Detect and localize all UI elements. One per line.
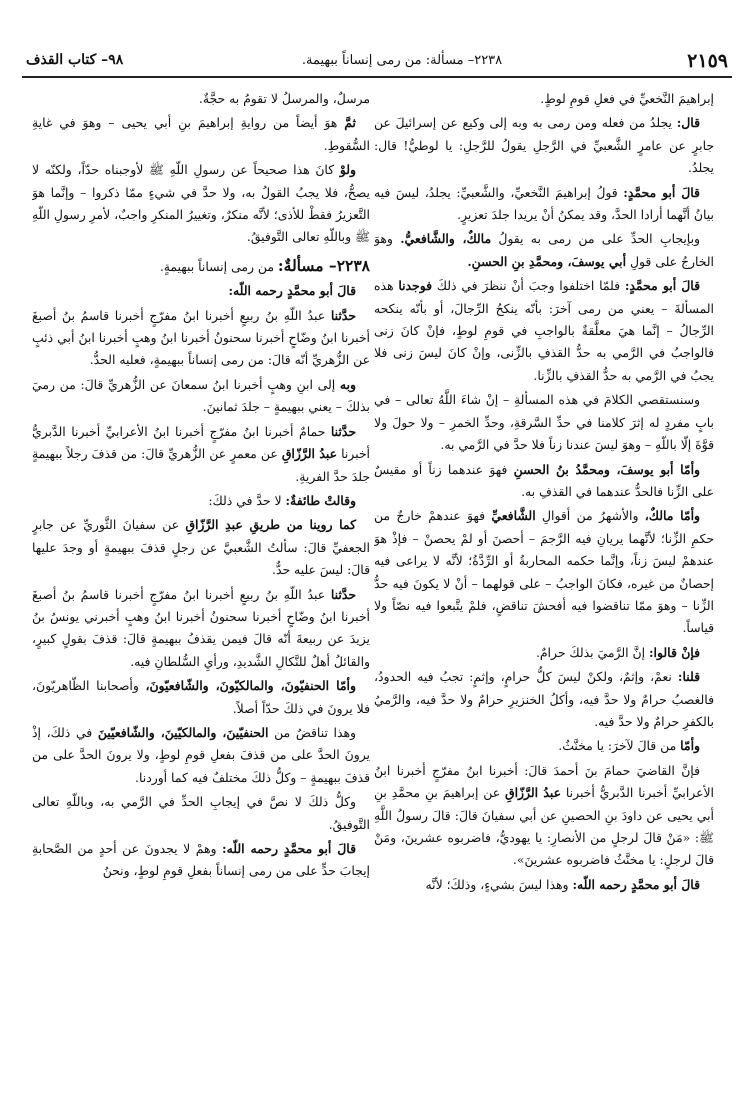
paragraph: فإنَّ القاضيَ حمامَ بنَ أحمدَ قالَ: أخبرنا ابنُ مفرّجٍ أخبرنا ابنُ الأعرابيِّ أخبرنا الدَّبريُّ أخبرنا عبدُ الرَّزّاقِ عن إبراهيمَ بنِ محمَّدِ بنِ أبي يحيى عن داودَ بنِ الحصينِ عن أبي سفيانَ قالَ: قالَ رسولُ اللَّهِ ﷺ: «مَنْ قالَ لرجلٍ من الأنصارِ: يا يهوديُّ، فاضربوه عشرينَ، ومَنْ قالَ لرجلٍ: يا مخنَّثُ فاضربوه عشرينَ». [374,762,714,868]
paragraph: وأمّا مالكٌ، والأشهرُ من أقوالِ الشَّافعيِّ فهوَ عندهمْ خارجٌ من حكمِ الزِّنا؛ لأنَّهما يريانِ فيه الرَّجمَ – أحصنَ أو لمْ يحصنْ – فإذْ هوَ عندهمْ ليسَ زناً، وإنَّما حكمه المحاربةُ أو الرِّدَّةُ؛ لأنَّه لا يراعى فيه إحصانٌ من غيره، فكانَ الواجبُ – على قولهما – أنْ لا يكونَ فيه حدُّ الزِّنا – وهوَ ممّا تناقضوا فيه أفحشَ تناقضٍ، فلمْ يتَّبعوا فيه نصّاً ولا قياساً. [374,508,714,636]
paragraph: قال: يجلدُ من فعله ومن رمى به وبه إلى وكيع عن إسرائيلَ عن جابرٍ عن عامرٍ الشَّعبيِّ في الرَّجلِ يقولُ للرَّجلِ: يا لوطيُّ! قال: يجلدُ. [374,115,714,176]
paragraph: وسنستقصي الكلامَ في هذه المسألةِ – إنْ شاءَ اللَّهُ تعالى – في بابٍ مفردٍ له إثرَ كلامنا في حدِّ السَّرقةِ، وحدِّ الخمرِ – ولا حولَ ولا قوَّةَ إلّا باللّهِ – وهوَ ليسَ عندنا زناً فلا حدَّ في الرَّمي به. [374,392,714,453]
left-column [32,88,370,1092]
section-title: ٢٢٣٨– مسألة: من رمى إنساناً ببهيمة. [301,53,503,68]
paragraph: وبإيجابِ الحدِّ على من رمى به يقولُ مالكٌ، والشَّافعيُّ. وهوَ الخارجُ على قولِ أبي يوسفَ، ومحمَّدِ بنِ الحسنِ. [374,231,714,269]
paragraph: وكلُّ ذلكَ لا نصَّ في إيجابِ الحدِّ في الرَّمي به، وباللّهِ تعالى التَّوفيقُ. [32,794,370,832]
book-title: ٩٨– كتاب القذف [26,52,124,68]
paragraph: قالَ أبو محمَّدٍ: قولُ إبراهيمَ النَّخعيِّ، والشَّعبيِّ: يجلدُ، ليسَ فيه بيانُ أنَّهما أرادا الحدَّ، وقد يمكنُ أنْ يريدا جلدَ تعزيرٍ. [374,184,714,223]
paragraph: إبراهيمَ النَّخعيِّ في فعلِ قومِ لوطٍ. [540,91,714,106]
paragraph: فإنْ قالوا: إنَّ الرَّميَ بذلكَ حرامٌ. [535,644,700,660]
right-column [374,88,714,1092]
masala-heading: ٢٢٣٨– مسألةٌ: من رمى إنساناً ببهيمةٍ. [159,255,370,275]
paragraph: حدَّثنا عبدُ اللّهِ بنُ ربيعٍ أخبرنا ابنُ مفرّجٍ أخبرنا قاسمُ بنُ أصبغَ أخبرنا ابنُ وضّاحٍ أخبرنا سحنونُ أخبرنا ابنُ وهبٍ أخبرنا ابنُ أبي ذئبٍ عن الزُّهريِّ أنّه قالَ: من رمى إنساناً ببهيمةٍ، فعليه الحدُّ. [32,307,370,368]
paragraph: قالَ أبو محمَّدٍ: فلمّا اختلفوا وجبَ أنْ ننظرَ في ذلكَ فوجدنا هذه المسألةَ – يعني من رمى آخرَ: بأنّه ينكحُ الرِّجالَ، أو بأنّه ينكحه الرِّجالُ – إنَّما هيَ معلَّقةٌ بالواجبِ في قومِ لوطٍ، فإنْ كانَ زنى فالواجبُ في الرَّمي به حدُّ القذفِ بالزِّنى، وإنْ كانَ ليسَ زنى فلا يجبُ في الرَّمي به حدُّ القذفِ بالزِّنا. [374,278,714,383]
paragraph: قالَ أبو محمَّدٍ رحمه اللّه: وهذا ليسَ بشيءٍ، وذلكَ؛ لأنَّه [425,876,700,892]
running-header [22,50,732,78]
paragraph: مرسلٌ، والمرسلُ لا تقومُ به حجَّةٌ. [198,91,370,106]
paragraph: وأمّا أبو يوسفَ، ومحمَّدُ بنُ الحسنِ فهوَ عندهما زناً أو مقيسٌ على الزِّنا فالحدُّ عندهما في القذفِ به. [374,461,714,499]
paragraph: ثمَّ هوَ أيضاً من روايةِ إبراهيمَ بنِ أبي يحيى – وهوَ في غايةِ السُّقوطِ. [32,115,370,153]
paragraph: وأمّا الحنفيّونَ، والمالكيّونَ، والشّافعيّونَ، وأصحابنا الظّاهريّونَ، فلا يرونَ في ذلكَ حدّاً أصلاً. [32,678,370,716]
paragraph: قلنا: نعمْ، وإثمٌ، ولكنْ ليسَ كلُّ حرامٍ، وإثمٍ: تجبُ فيه الحدودُ، فالغصبُ حرامٌ ولا حدَّ فيه، وأكلُ الخنزيرِ حرامٌ ولا حدَّ فيه، والرَّميُ بالكفرِ حرامٌ ولا حدَّ فيه. [374,669,714,729]
speaker-line: قالَ أبو محمَّدٍ رحمه اللّه: [228,283,356,299]
paragraph: ولوْ كانَ هذا صحيحاً عن رسولِ اللّهِ ﷺ لأوجبناه حدّاً، ولكنّه لا يصحُّ، فلا يجبُ القولُ به، ولا حدَّ في شيءٍ ممّا ذكروا – وإنَّما هوَ التَّعزيرُ فقطْ للأذى؛ لأنَّه منكرٌ، وتغييرُ المنكرِ واجبٌ، لأمرِ رسولِ اللّهِ ﷺ وباللّهِ تعالى التَّوفيقُ. [32,162,370,245]
paragraph: وأمّا من قالَ لآخرَ: يا مخنَّثُ. [558,738,700,754]
paragraph: حدَّثنا حمامٌ أخبرنا ابنُ مفرّجٍ أخبرنا ابنُ الأعرابيِّ أخبرنا الدَّبريُّ أخبرنا عبدُ الرَّزّاقِ عن معمرٍ عن الزُّهريِّ قالَ: من قذفَ رجلاً ببهيمةٍ جلدَ حدَّ الفريةِ. [32,423,370,484]
paragraph: وهذا تناقضٌ من الحنفيّينَ، والمالكيّينَ، والشّافعيّينَ في ذلكَ، إذْ يرونَ الحدَّ على من قذفَ بفعلِ قومِ لوطٍ، ولا يرونَ الحدَّ على من قذفَ ببهيمةٍ – وكلُّ ذلكَ مختلفٌ فيه كما أوردنا. [32,724,370,785]
paragraph: وقالتْ طائفةٌ: لا حدَّ في ذلكَ: [208,492,356,508]
paragraph: وبه إلى ابنِ وهبٍ أخبرنا ابنُ سمعانَ عن الزُّهريِّ قالَ: من رميَ بذلكَ – يعني ببهيمةٍ – جلدَ ثمانينَ. [32,376,370,415]
paragraph: حدَّثنا عبدُ اللّهِ بنُ ربيعٍ أخبرنا ابنُ مفرّجٍ أخبرنا قاسمُ بنُ أصبغَ أخبرنا ابنُ وضّاحٍ أخبرنا سحنونُ أخبرنا ابنُ وهبٍ أخبرني يونسُ بنُ يزيدَ عن ربيعةَ أنّه قالَ فيمن يقذفُ ببهيمةٍ قالَ: قذفَ بقولٍ كبيرٍ، والقائلُ أهلٌ للنَّكالِ الشَّديدِ، ورأيِ السُّلطانِ فيه. [32,586,370,669]
paragraph: كما روينا من طريقِ عبدِ الرَّزّاقِ عن سفيانَ الثَّوريِّ عن جابرٍ الجعفيِّ قالَ: سألتُ الشَّعبيَّ عن رجلٍ قذفَ ببهيمةٍ أو وجدَ عليها قالَ: ليسَ عليه حدٌّ. [32,517,370,578]
page-number: ٢١٥٩ [687,50,728,72]
paragraph: قالَ أبو محمَّدٍ رحمه اللّه: وهمْ لا يجدونَ عن أحدٍ من الصَّحابةِ إيجابَ حدٍّ على من رمى إنساناً بفعلِ قومِ لوطٍ، ونحنُ [32,841,370,879]
